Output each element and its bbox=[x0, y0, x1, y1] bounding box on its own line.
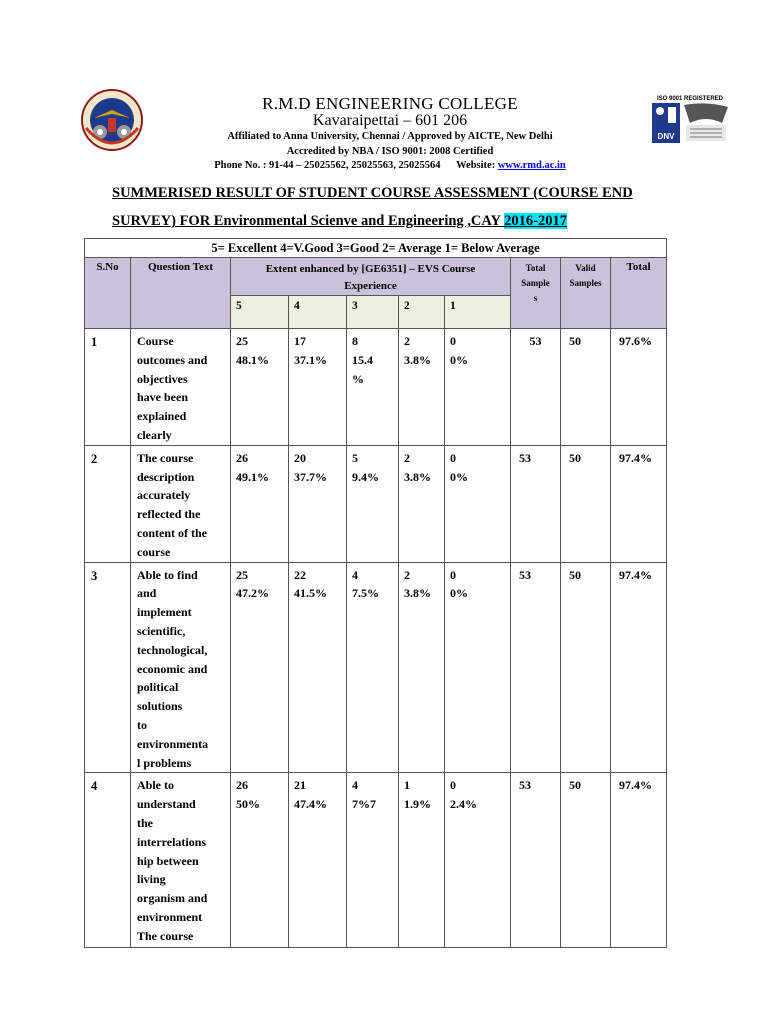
percent: 47.4% bbox=[294, 797, 327, 812]
question-line: political bbox=[137, 680, 179, 695]
total-samples-cell: 53 bbox=[511, 445, 561, 562]
count: 0 bbox=[450, 450, 456, 465]
valid-samples-header bbox=[561, 258, 611, 329]
score-5-header: 5 bbox=[231, 296, 289, 329]
score-1-header: 1 bbox=[445, 296, 511, 329]
score-1-cell bbox=[445, 562, 511, 773]
row-question bbox=[131, 562, 231, 773]
score-1-cell bbox=[445, 329, 511, 446]
total-cell: 97.6% bbox=[611, 329, 667, 446]
score-5-cell bbox=[231, 562, 289, 773]
question-line: The course bbox=[137, 450, 194, 465]
website-label: Website: bbox=[456, 160, 496, 171]
assessment-table bbox=[84, 238, 667, 948]
question-line: and bbox=[137, 586, 157, 601]
phone-numbers: Phone No. : 91-44 – 25025562, 25025563, 25025564 bbox=[214, 160, 441, 171]
count: 17 bbox=[294, 334, 306, 348]
row-question bbox=[131, 445, 231, 562]
question-line: economic and bbox=[137, 661, 208, 676]
score-5-cell bbox=[231, 329, 289, 446]
total-samples-header-line2: Sample bbox=[521, 278, 550, 288]
percent: 0% bbox=[450, 469, 468, 484]
percent: 3.8% bbox=[404, 586, 431, 601]
total-samples-cell: 53 bbox=[511, 329, 561, 446]
question-line: to bbox=[137, 717, 147, 732]
valid-samples-header-line2: Samples bbox=[569, 278, 602, 288]
table-row bbox=[85, 329, 667, 446]
percent: 49.1% bbox=[236, 469, 269, 484]
sno-header: S.No bbox=[85, 258, 131, 329]
count: 1 bbox=[404, 778, 410, 793]
question-line: clearly bbox=[137, 427, 172, 442]
question-line: interrelations bbox=[137, 834, 207, 849]
count: 2 bbox=[404, 567, 410, 582]
question-line: accurately bbox=[137, 488, 191, 503]
extent-header-line2: Experience bbox=[344, 280, 397, 292]
valid-samples-cell: 50 bbox=[561, 773, 611, 948]
percent: 7%7 bbox=[352, 797, 376, 812]
question-line: reflected the bbox=[137, 507, 201, 522]
question-line: outcomes and bbox=[137, 352, 208, 367]
table-row bbox=[85, 562, 667, 773]
score-3-cell bbox=[347, 445, 399, 562]
valid-samples-cell: 50 bbox=[561, 445, 611, 562]
total-samples-cell: 53 bbox=[511, 562, 561, 773]
count: 5 bbox=[352, 450, 358, 465]
rating-legend: 5= Excellent 4=V.Good 3=Good 2= Average 1= Below Average bbox=[85, 239, 667, 258]
count: 4 bbox=[352, 778, 358, 793]
question-line: explained bbox=[137, 409, 187, 424]
score-3-cell bbox=[347, 329, 399, 446]
question-line: l problems bbox=[137, 755, 192, 770]
table-row bbox=[85, 445, 667, 562]
question-line: Able to bbox=[137, 778, 174, 793]
count: 25 bbox=[236, 567, 248, 582]
score-4-cell bbox=[289, 562, 347, 773]
valid-samples-header-line1: Valid bbox=[575, 263, 596, 273]
count: 2 bbox=[404, 334, 410, 348]
dnv-text: DNV bbox=[657, 132, 675, 141]
question-line: Course bbox=[137, 334, 174, 348]
college-emblem-icon bbox=[80, 88, 144, 152]
question-line: The course bbox=[137, 928, 194, 943]
academic-year-highlight: 2016-2017 bbox=[504, 213, 567, 229]
total-cell: 97.4% bbox=[611, 562, 667, 773]
legend-row bbox=[85, 239, 667, 258]
score-2-cell bbox=[399, 773, 445, 948]
total-header: Total bbox=[611, 258, 667, 329]
count: 22 bbox=[294, 567, 306, 582]
question-line: description bbox=[137, 469, 195, 484]
count: 20 bbox=[294, 450, 306, 465]
row-sno: 4 bbox=[85, 773, 131, 948]
score-2-cell bbox=[399, 562, 445, 773]
percent: 9.4% bbox=[352, 469, 379, 484]
score-3-cell bbox=[347, 773, 399, 948]
percent: 2.4% bbox=[450, 797, 477, 812]
row-sno: 1 bbox=[85, 329, 131, 446]
question-line: environmenta bbox=[137, 736, 209, 751]
question-line: technological, bbox=[137, 642, 208, 657]
percent: 3.8% bbox=[404, 352, 431, 367]
percent: 37.1% bbox=[294, 352, 327, 367]
score-1-cell bbox=[445, 773, 511, 948]
question-line: have been bbox=[137, 390, 188, 405]
count: 0 bbox=[450, 567, 456, 582]
score-4-cell bbox=[289, 773, 347, 948]
iso-registered-text: ISO 9001 REGISTERED bbox=[656, 96, 724, 102]
score-3-header: 3 bbox=[347, 296, 399, 329]
total-cell: 97.4% bbox=[611, 773, 667, 948]
question-line: hip between bbox=[137, 853, 199, 868]
question-line: living bbox=[137, 872, 166, 887]
report-title-text: SURVEY) FOR Environmental Scienve and Engineering ,CAY bbox=[112, 213, 505, 229]
college-location: Kavaraipettai – 601 206 bbox=[312, 112, 468, 129]
percent: 0% bbox=[450, 352, 468, 367]
percent: 50% bbox=[236, 797, 260, 812]
valid-samples-cell: 50 bbox=[561, 562, 611, 773]
count: 0 bbox=[450, 334, 456, 348]
percent: 37.7% bbox=[294, 469, 327, 484]
report-title-line2 bbox=[112, 213, 567, 230]
question-line: understand bbox=[137, 797, 196, 812]
score-4-header: 4 bbox=[289, 296, 347, 329]
count: 4 bbox=[352, 567, 358, 582]
question-line: the bbox=[137, 815, 153, 830]
row-question bbox=[131, 329, 231, 446]
score-5-cell bbox=[231, 445, 289, 562]
score-4-cell bbox=[289, 445, 347, 562]
score-4-cell bbox=[289, 329, 347, 446]
score-2-header: 2 bbox=[399, 296, 445, 329]
percent-suffix: % bbox=[352, 371, 364, 386]
percent: 3.8% bbox=[404, 469, 431, 484]
count: 2 bbox=[404, 450, 410, 465]
score-5-cell bbox=[231, 773, 289, 948]
table-row bbox=[85, 773, 667, 948]
row-sno: 2 bbox=[85, 445, 131, 562]
total-cell: 97.4% bbox=[611, 445, 667, 562]
percent: 47.2% bbox=[236, 586, 269, 601]
percent: 41.5% bbox=[294, 586, 327, 601]
question-line: organism and bbox=[137, 891, 208, 906]
question-line: objectives bbox=[137, 371, 188, 386]
percent: 1.9% bbox=[404, 797, 431, 812]
score-3-cell bbox=[347, 562, 399, 773]
percent: 48.1% bbox=[236, 352, 269, 367]
row-sno: 3 bbox=[85, 562, 131, 773]
count: 26 bbox=[236, 450, 248, 465]
count: 0 bbox=[450, 778, 456, 793]
question-line: solutions bbox=[137, 699, 183, 714]
affiliation-line: Affiliated to Anna University, Chennai / Approved by AICTE, New Delhi bbox=[227, 131, 553, 142]
question-line: implement bbox=[137, 605, 192, 620]
question-line: course bbox=[137, 544, 171, 559]
total-samples-header bbox=[511, 258, 561, 329]
total-samples-header-line3: s bbox=[533, 293, 538, 303]
percent: 0% bbox=[450, 586, 468, 601]
percent: 7.5% bbox=[352, 586, 379, 601]
percent: 15.4 bbox=[352, 352, 373, 367]
accreditation-line: Accredited by NBA / ISO 9001: 2008 Certified bbox=[286, 146, 494, 157]
count: 8 bbox=[352, 334, 358, 348]
college-name: R.M.D ENGINEERING COLLEGE bbox=[262, 94, 518, 113]
extent-header bbox=[231, 258, 511, 296]
header-row bbox=[85, 258, 667, 296]
score-2-cell bbox=[399, 329, 445, 446]
website-link[interactable]: www.rmd.ac.in bbox=[497, 160, 566, 171]
question-header: Question Text bbox=[131, 258, 231, 329]
count: 26 bbox=[236, 778, 248, 793]
question-line: environment bbox=[137, 909, 203, 924]
total-samples-cell: 53 bbox=[511, 773, 561, 948]
extent-header-line1: Extent enhanced by [GE6351] – EVS Course bbox=[265, 263, 476, 275]
contact-line bbox=[150, 160, 630, 171]
count: 25 bbox=[236, 334, 248, 348]
score-1-cell bbox=[445, 445, 511, 562]
score-2-cell bbox=[399, 445, 445, 562]
total-samples-header-line1: Total bbox=[525, 263, 546, 273]
count: 21 bbox=[294, 778, 306, 793]
row-question bbox=[131, 773, 231, 948]
iso-dnv-certification-icon bbox=[650, 93, 730, 145]
question-line: scientific, bbox=[137, 623, 186, 638]
question-line: Able to find bbox=[137, 567, 198, 582]
question-line: content of the bbox=[137, 525, 207, 540]
valid-samples-cell: 50 bbox=[561, 329, 611, 446]
report-title-line1: SUMMERISED RESULT OF STUDENT COURSE ASSESSMENT (COURSE END bbox=[112, 185, 633, 201]
